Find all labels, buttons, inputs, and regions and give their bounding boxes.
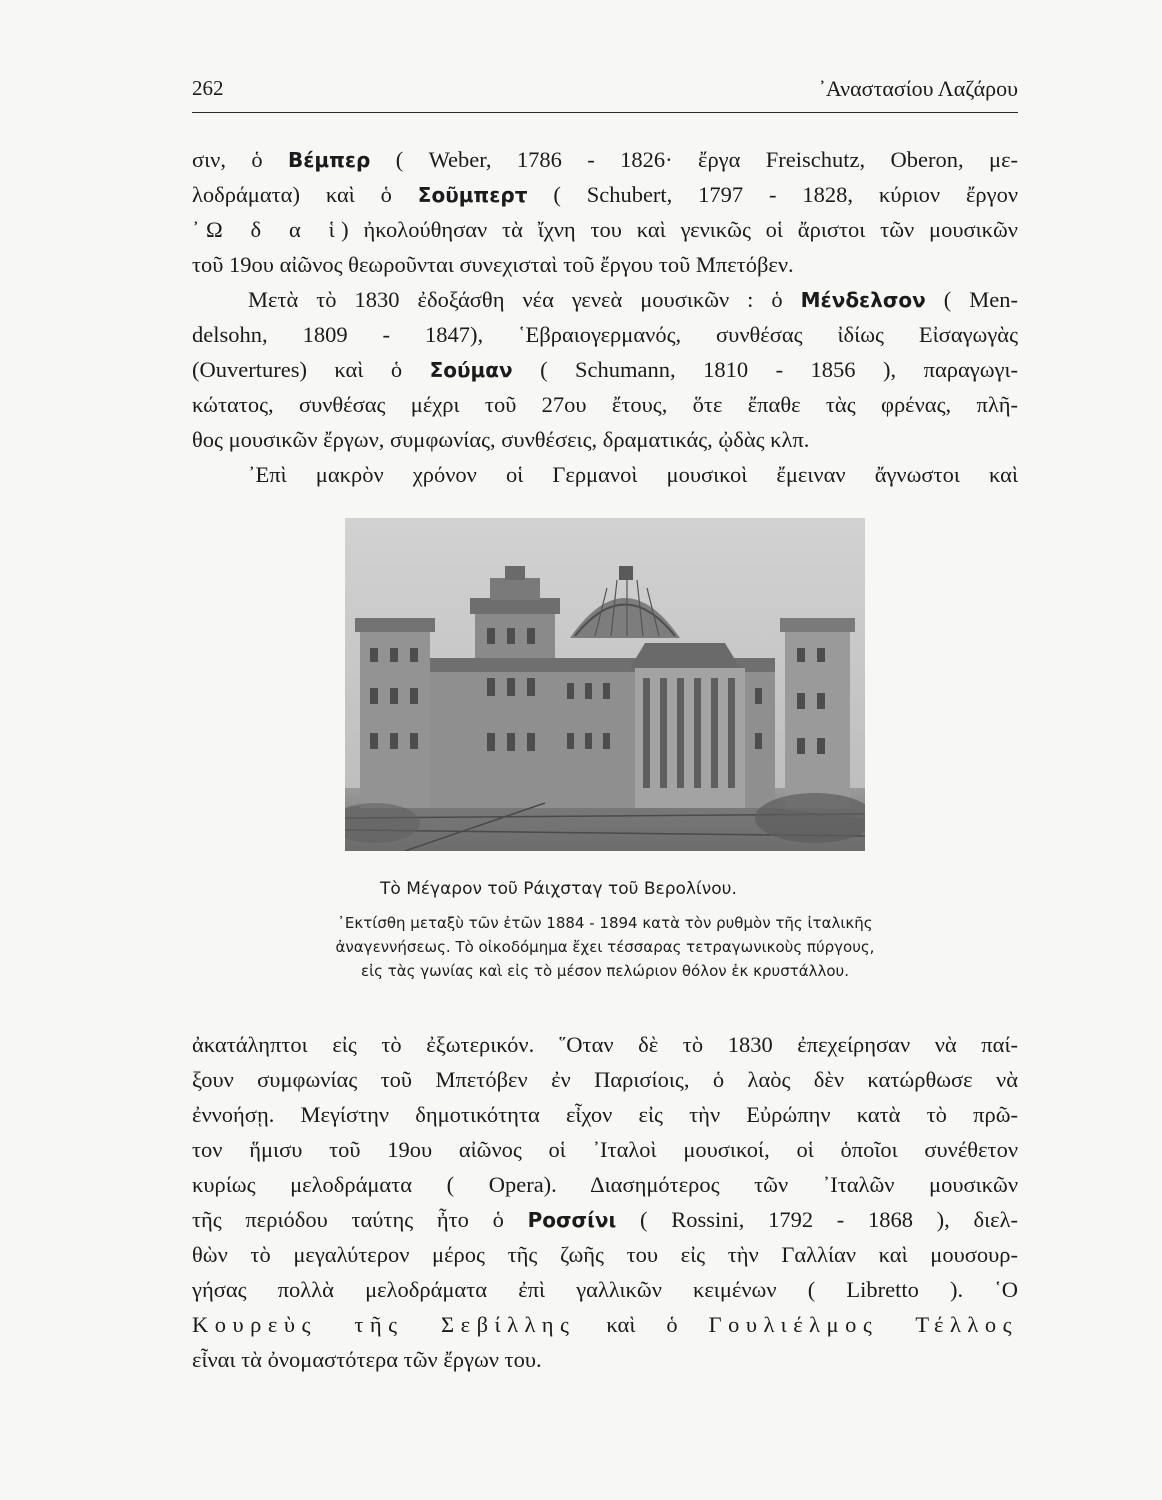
text-line: τῆς περιόδου ταύτης ἦτο ὁ Ροσσίνι ( Rossini, 1792 - 1868 ), διελ- (192, 1207, 1018, 1232)
caption-line: εἰς τὰς γωνίας καὶ εἰς τὸ μέσον πελώριον θόλον ἐκ κρυστάλλου. (361, 962, 849, 980)
text-line: ἐννοήσῃ. Μεγίστην δημοτικότητα εἶχον εἰς τὴν Εὐρώπην κατὰ τὸ πρῶ- (192, 1102, 1018, 1127)
name-weber: Βέμπερ (288, 148, 371, 172)
page-header (192, 72, 1018, 113)
figure-caption-description (245, 911, 965, 983)
name-schumann: Σούμαν (429, 358, 513, 382)
caption-line: ἀναγεννήσεως. Τὸ οἰκοδόμημα ἔχει τέσσαρας τετραγωνικοὺς πύργους, (335, 938, 875, 956)
name-rossini: Ροσσίνι (527, 1208, 617, 1232)
caption-line: ᾿Εκτίσθη μεταξὺ τῶν ἐτῶν 1884 - 1894 κατὰ τὸν ρυθμὸν τῆς ἰταλικῆς (337, 914, 873, 932)
text-line: ᾿Ω δ α ἱ) ἠκολούθησαν τὰ ἴχνη του καὶ γενικῶς οἱ ἄριστοι τῶν μουσικῶν (192, 217, 1018, 242)
text-line: κυρίως μελοδράματα ( Opera). Διασημότερος τῶν ᾿Ιταλῶν μουσικῶν (192, 1172, 1018, 1197)
text-line: γήσας πολλὰ μελοδράματα ἐπὶ γαλλικῶν κειμένων ( Libretto ). ῾Ο (192, 1277, 1018, 1302)
reichstag-photo (345, 518, 865, 851)
name-mendelssohn: Μένδελσον (800, 288, 926, 312)
text-line: Κουρεὺς τῆς Σεβίλλης καὶ ὁ Γουλιέλμος Τέλλος (192, 1312, 1018, 1337)
text-line: delsohn, 1809 - 1847), ῾Εβραιογερμανός, συνθέσας ἰδίως Εἰσαγωγὰς (192, 322, 1018, 347)
text-line: ᾿Επὶ μακρὸν χρόνον οἱ Γερμανοὶ μουσικοὶ ἔμειναν ἄγνωστοι καὶ (248, 462, 1018, 487)
reichstag-illustration (345, 518, 865, 851)
text-line: εἶναι τὰ ὀνομαστότερα τῶν ἔργων του. (192, 1347, 542, 1372)
running-title: ᾿Αναστασίου Λαζάρου (818, 76, 1018, 101)
text-line: (Ouvertures) καὶ ὁ Σούμαν ( Schumann, 1810 - 1856 ), παραγωγι- (192, 357, 1018, 382)
text-line: λοδράματα) καὶ ὁ Σοῦμπερτ ( Schubert, 1797 - 1828, κύριον ἔργον (192, 182, 1018, 207)
text-line: σιν, ὁ Βέμπερ ( Weber, 1786 - 1826· ἔργα Freischutz, Oberon, με- (192, 147, 1018, 172)
page-number: 262 (192, 76, 224, 100)
lower-text (192, 1027, 1018, 1377)
work-title-tell: Γουλιέλμος Τέλλος (708, 1312, 1018, 1337)
text-line: θὼν τὸ μεγαλύτερον μέρος τῆς ζωῆς του εἰς τὴν Γαλλίαν καὶ μουσουρ- (192, 1242, 1018, 1267)
figure-caption-title: Τὸ Μέγαρον τοῦ Ράιχσταγ τοῦ Βερολίνου. (380, 879, 737, 899)
text-line: ξουν συμφωνίας τοῦ Μπετόβεν ἐν Παρισίοις, ὁ λαὸς δὲν κατώρθωσε νὰ (192, 1067, 1018, 1092)
text-line: τον ἥμισυ τοῦ 19ου αἰῶνος οἱ ᾿Ιταλοὶ μουσικοί, οἱ ὁποῖοι συνέθετον (192, 1137, 1018, 1162)
text-line: θος μουσικῶν ἔργων, συμφωνίας, συνθέσεις, δραματικάς, ᾠδὰς κλπ. (192, 427, 810, 452)
text-line: ἀκατάληπτοι εἰς τὸ ἐξωτερικόν. ῞Οταν δὲ τὸ 1830 ἐπεχείρησαν νὰ παί- (192, 1032, 1018, 1057)
upper-text (192, 142, 1018, 492)
text-line: τοῦ 19ου αἰῶνος θεωροῦνται συνεχισταὶ τοῦ ἔργου τοῦ Μπετόβεν. (192, 252, 794, 277)
work-title: ᾿Ω δ α ἱ (192, 217, 342, 242)
work-title-barber: Κουρεὺς τῆς Σεβίλλης (192, 1312, 576, 1337)
text-line: Μετὰ τὸ 1830 ἐδοξάσθη νέα γενεὰ μουσικῶν : ὁ Μένδελσον ( Men- (248, 287, 1018, 312)
name-schubert: Σοῦμπερτ (417, 183, 528, 207)
text-line: κώτατος, συνθέσας μέχρι τοῦ 27ου ἔτους, ὅτε ἔπαθε τὰς φρένας, πλῆ- (192, 392, 1018, 417)
